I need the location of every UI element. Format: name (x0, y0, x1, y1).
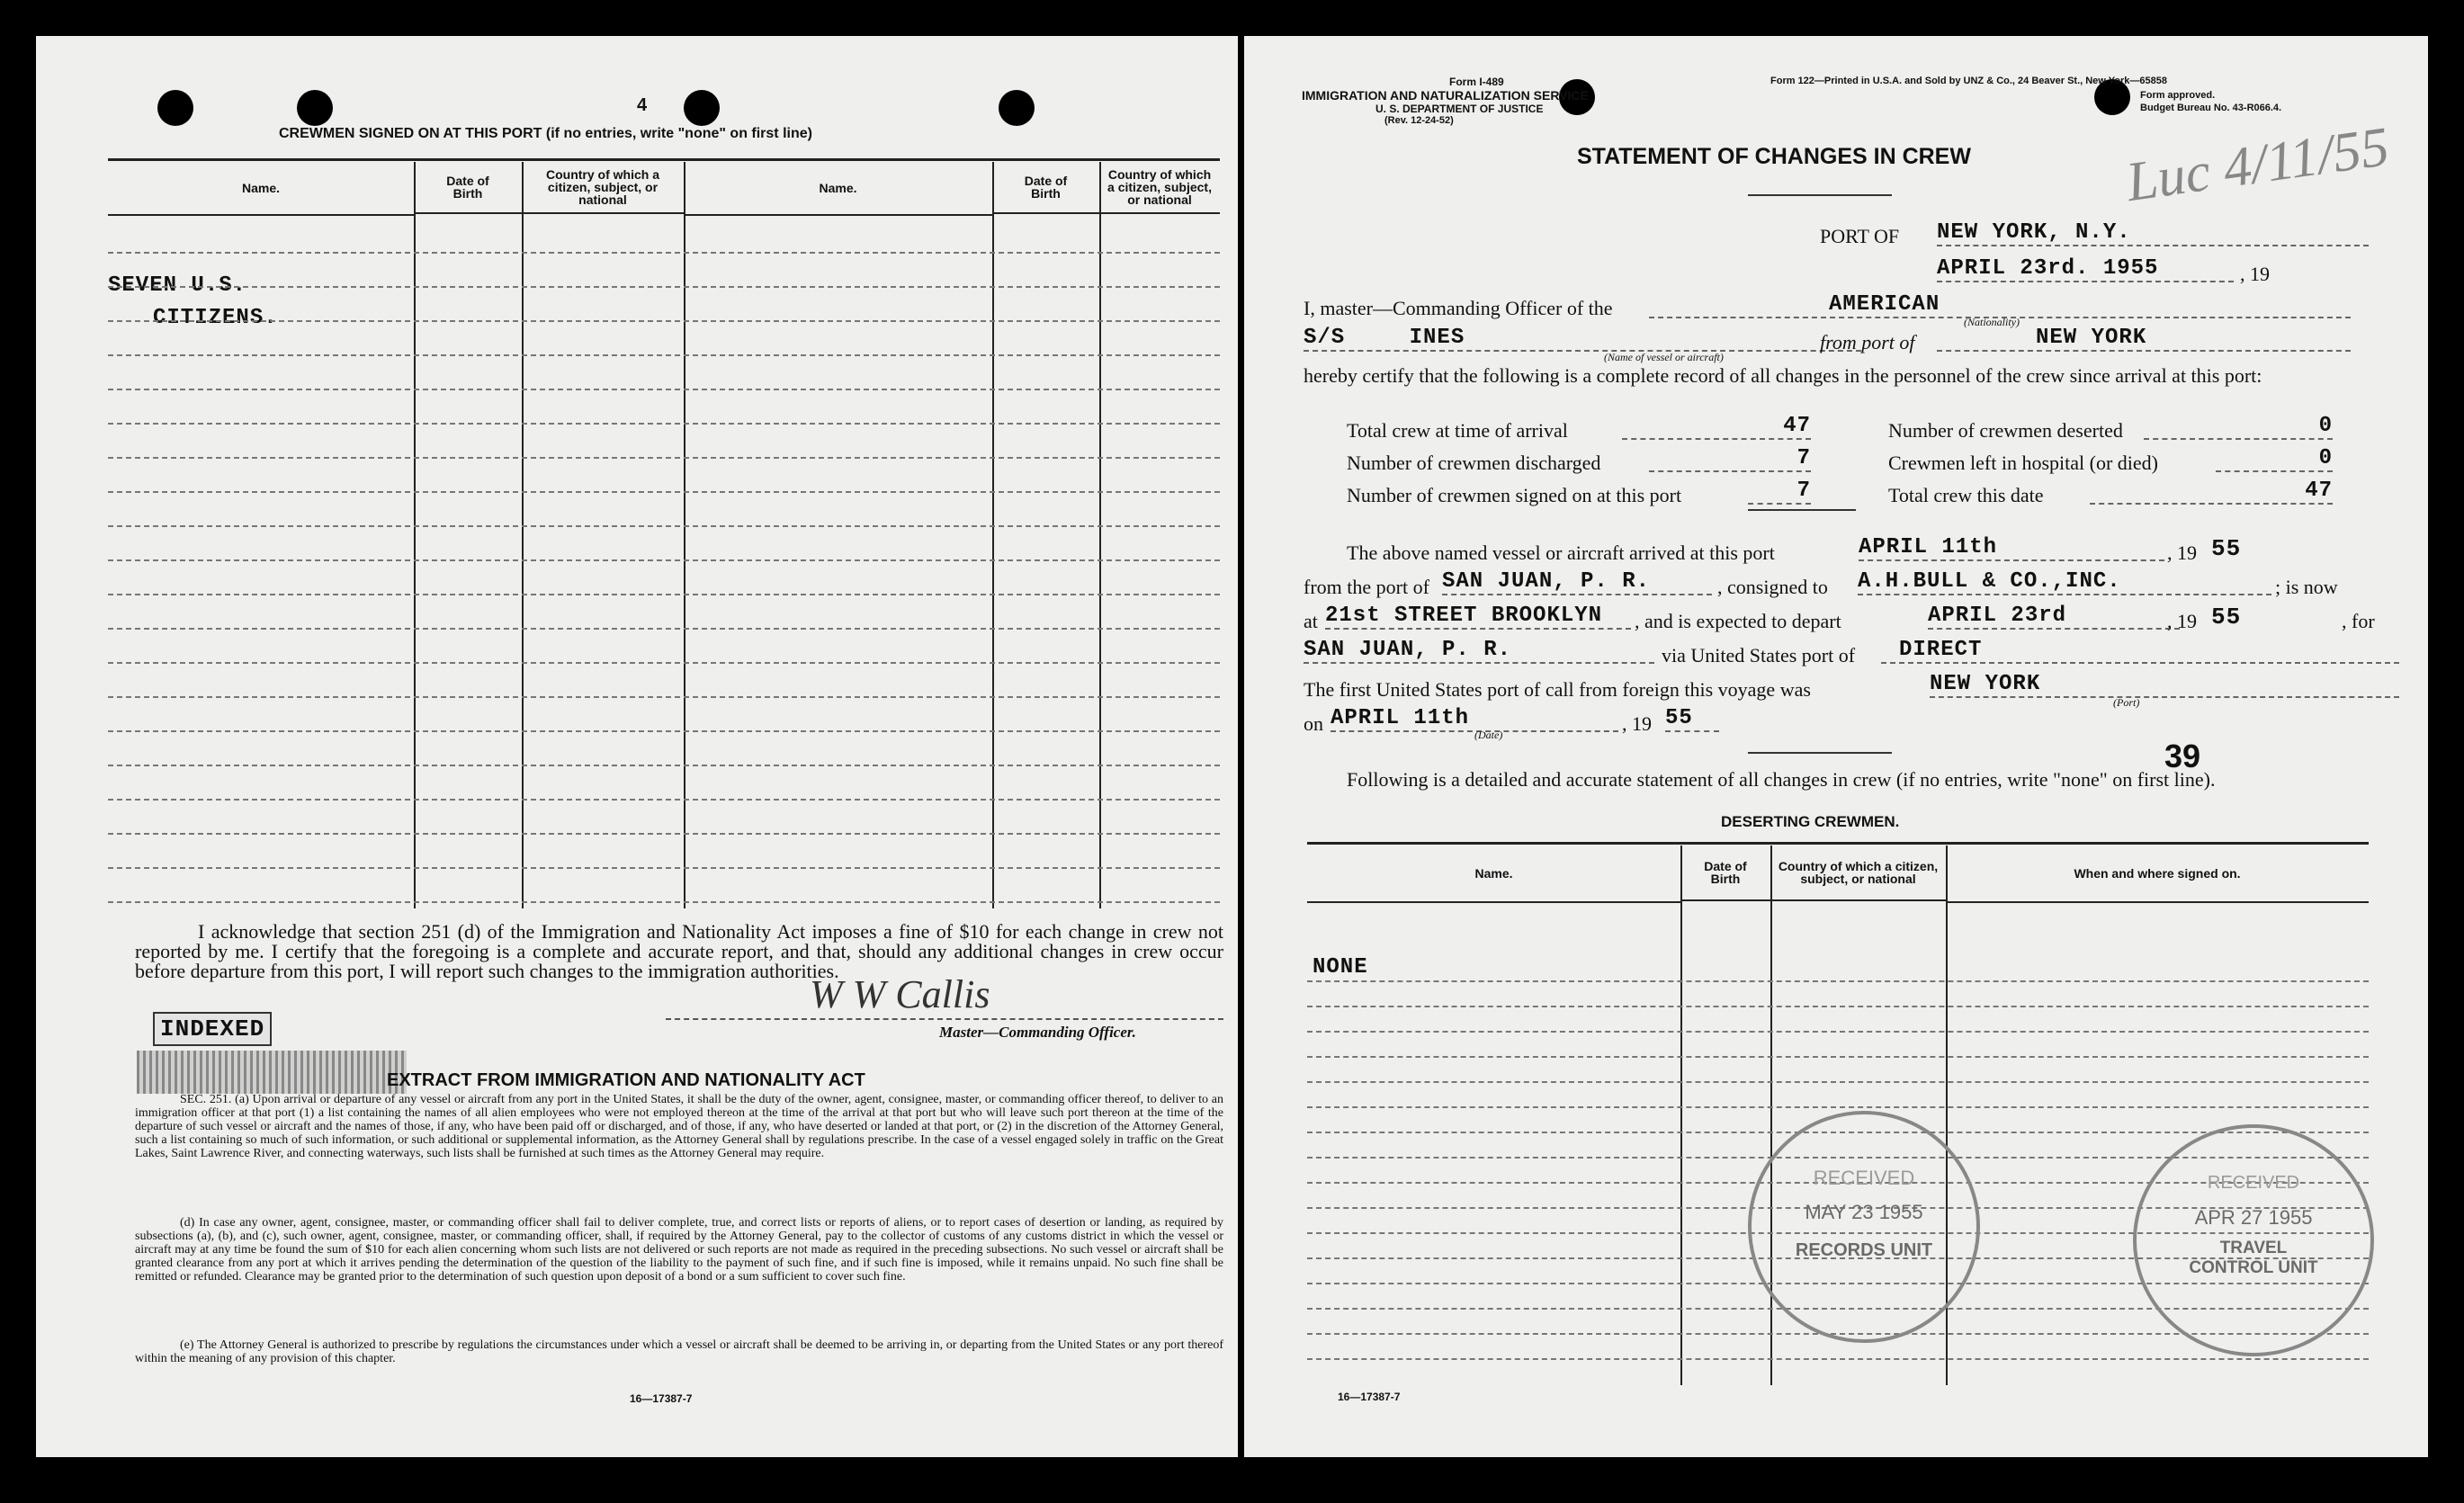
column-header: Country of which a citizen, subject, or national (1099, 162, 1220, 214)
arrival-text: The first United States port of call from foreign this voyage was (1304, 678, 1811, 701)
stat-value: 0 (2144, 414, 2333, 440)
budget-note: Budget Bureau No. 43-R066.4. (2140, 103, 2282, 113)
date-value: APRIL 23rd. 1955 (1937, 256, 2234, 282)
master-signature: W W Callis (810, 972, 990, 1016)
stat-value: 47 (1622, 414, 1811, 440)
depart-year: 55 (2211, 604, 2242, 631)
stat-label: Crewmen left in hospital (or died) (1888, 452, 2158, 474)
stat-value: 7 (1649, 446, 1811, 472)
year-suffix: , 19 (2240, 263, 2270, 285)
vessel-value: S/S INES (1304, 326, 1861, 352)
consignee-value: A.H.BULL & CO.,INC. (1858, 569, 2271, 595)
records-unit-stamp (1748, 1111, 1980, 1343)
port-label: PORT OF (1820, 225, 1900, 247)
footer-code: 16—17387-7 (1338, 1391, 1401, 1403)
table-row: SEVEN U.S. (108, 273, 247, 298)
arrival-text: The above named vessel or aircraft arrived at this port (1347, 541, 1775, 564)
certify-text: hereby certify that the following is a complete record of all changes in the personnel of the crew since arrival at this port: (1304, 364, 2262, 387)
port-caption: (Port) (2113, 696, 2140, 709)
stamp-bottom: TRAVEL CONTROL UNIT (2189, 1239, 2318, 1277)
punch-hole (999, 90, 1035, 126)
from-port-value: NEW YORK (1937, 326, 2351, 352)
arrival-text: ; is now (2275, 576, 2338, 598)
nationality-caption: (Nationality) (1964, 316, 2020, 328)
following-text: Following is a detailed and accurate statement of all changes in crew (if no entries, write "none" on first line). (1347, 768, 2216, 791)
printer-note: Form 122—Printed in U.S.A. and Sold by UNZ & Co., 24 Beaver St., New York—65858 (1770, 76, 2167, 86)
table-top-rule (1307, 842, 2369, 845)
arrival-text: from the port of (1304, 576, 1429, 598)
handwritten-note: Luc 4/11/55 (2122, 115, 2393, 214)
ink-smudge (137, 1051, 407, 1094)
indexed-stamp: INDEXED (153, 1012, 272, 1046)
form-title: STATEMENT OF CHANGES IN CREW (1577, 144, 1971, 169)
arrived-value: APRIL 11th (1859, 535, 2164, 561)
stamp-top: RECEIVED (1813, 1167, 1915, 1189)
signature-line (666, 1018, 1223, 1020)
extract-paragraph: (d) In case any owner, agent, consignee, master, or commanding officer shall fail to deliver complete, true, and correct lists or reports of aliens, or to report cases of desertion or landing, as required by subsections (a), (b), and (c), such owner, agent, consignee, master, or commanding officer, shall, if required by the Attorney General, pay to the collector of customs of any customs district in which the vessel or aircraft may at any time be found the sum of $10 for each alien concerning whom such lists are not delivered or such reports are not made as required in the preceding subsections. No such vessel or aircraft shall be granted clearance from any port at which it arrives pending the determination of the question of the liability to the payment of such fine, and if such fine is imposed, while it remains unpaid. No such fine shall be remitted or refunded. Clearance may be granted prior to the determination of such question upon deposit of a bond or a sum sufficient to cover such fine. (135, 1216, 1223, 1284)
location-value: 21st STREET BROOKLYN (1325, 604, 1631, 630)
column-header: Name. (1307, 845, 1680, 903)
nationality-value: AMERICAN (1649, 292, 2351, 318)
arrival-text: on (1304, 712, 1323, 735)
stamp-date: MAY 23 1955 (1805, 1201, 1923, 1223)
agency-name: IMMIGRATION AND NATURALIZATION SERVICE (1302, 88, 1589, 103)
stamp-bottom: RECORDS UNIT (1795, 1240, 1933, 1260)
arrival-text: , for (2342, 610, 2375, 632)
approval-note: Form approved. (2140, 90, 2216, 101)
travel-control-stamp (2133, 1124, 2374, 1356)
stat-value: 47 (2090, 479, 2333, 505)
port-value: NEW YORK, N.Y. (1937, 220, 2369, 246)
column-header: Date of Birth (414, 162, 522, 214)
signature-label: Master—Commanding Officer. (939, 1024, 1136, 1041)
crewmen-signed-on-table (108, 162, 1220, 908)
from-port-label: from port of (1820, 331, 1915, 353)
first-date-year: 55 (1665, 706, 1719, 732)
punch-hole (297, 90, 333, 126)
extract-title: EXTRACT FROM IMMIGRATION AND NATIONALITY ACT (387, 1070, 865, 1090)
handwritten-number: 39 (2164, 738, 2201, 774)
stat-value: 0 (2216, 446, 2333, 472)
vessel-caption: (Name of vessel or aircraft) (1604, 351, 1724, 363)
column-header: Name. (108, 162, 414, 216)
table-row: NONE (1313, 955, 1368, 980)
table-top-rule (108, 158, 1220, 161)
deserting-title: DESERTING CREWMEN. (1721, 813, 1900, 830)
column-header: Name. (684, 162, 992, 216)
stat-label: Total crew at time of arrival (1347, 419, 1568, 442)
extract-paragraph: SEC. 251. (a) Upon arrival or departure of any vessel or aircraft from any port in the United States, it shall be the duty of the owner, agent, consignee, master, or commanding officer thereof, to deliver to an immigration officer at that port (1) a list containing the names of all alien employees who were not employed thereon at the time of the arrival at that port but who will leave such port thereon at the time of the departure of such vessel or aircraft and the names of those, if any, who have been paid off or discharged, and of those, if any, who have deserted or landed at that port, or (2) in the discretion of the Attorney General, such a list containing so much of such information, or such additional or supplemental information, as the Attorney General shall by regulations prescribe. In the case of a vessel engaged solely in traffic on the Great Lakes, Saint Lawrence River, and connecting waterways, such lists shall be furnished at such times as the Attorney General may require. (135, 1093, 1223, 1160)
arrival-text: , consigned to (1717, 576, 1828, 598)
column-header: Country of which a citizen, subject, or national (522, 162, 684, 214)
stat-label: Number of crewmen discharged (1347, 452, 1601, 474)
form-number: Form I-489 (1449, 76, 1504, 88)
from-port-arrival-value: SAN JUAN, P. R. (1442, 569, 1712, 595)
column-header: When and where signed on. (1946, 845, 2369, 903)
master-label: I, master—Commanding Officer of the (1304, 297, 1613, 319)
arrival-rule (1748, 752, 1892, 754)
punch-hole (157, 90, 193, 126)
table-title: CREWMEN SIGNED ON AT THIS PORT (if no entries, write "none" on first line) (279, 126, 812, 141)
acknowledgment-text: I acknowledge that section 251 (d) of the Immigration and Nationality Act imposes a fine of $10 for each change in crew not reported by me. I certify that the foregoing is a complete and accurate report, and that, should any additional changes in crew occur before departure from this port, I will report such changes to the immigration authorities. (135, 920, 1223, 982)
table-row: CITIZENS. (153, 306, 278, 330)
form-revision: (Rev. 12-24-52) (1384, 115, 1454, 126)
stat-label: Number of crewmen deserted (1888, 419, 2123, 442)
title-rule (1748, 194, 1892, 196)
column-header: Date of Birth (992, 162, 1099, 214)
arrived-year: 55 (2211, 535, 2242, 562)
first-date-value: APRIL 11th (1331, 706, 1618, 732)
extract-paragraph: (e) The Attorney General is authorized to prescribe by regulations the circumstances under which a vessel or aircraft shall be deemed to be arriving in, or departing from the United States or any port thereof within the meaning of any provision of this chapter. (135, 1338, 1223, 1365)
arrival-text: , and is expected to depart (1635, 610, 1841, 632)
via-port-value: DIRECT (1881, 638, 2399, 664)
stat-label: Total crew this date (1888, 484, 2044, 506)
arrival-text: via United States port of (1662, 644, 1856, 667)
arrival-text: at (1304, 610, 1318, 632)
left-page (36, 36, 1238, 1457)
column-header: Country of which a citizen, subject, or national (1770, 845, 1946, 901)
arrival-text: , 19 (2167, 610, 2197, 632)
stat-value: 7 (1748, 479, 1811, 505)
date-caption: (Date) (1474, 729, 1503, 741)
stamp-top: RECEIVED (2207, 1173, 2300, 1193)
right-page (1244, 36, 2428, 1457)
footer-code: 16—17387-7 (630, 1392, 693, 1405)
first-port-value: NEW YORK (1930, 672, 2399, 698)
depart-value: APRIL 23rd (1928, 604, 2180, 630)
column-header: Date of Birth (1680, 845, 1770, 901)
stamp-date: APR 27 1955 (2194, 1206, 2313, 1229)
stats-rule (1748, 509, 1856, 511)
stat-label: Number of crewmen signed on at this port (1347, 484, 1682, 506)
arrival-text: , 19 (1622, 712, 1652, 735)
punch-hole (684, 90, 720, 126)
page-number: 4 (637, 95, 648, 115)
arrival-text: , 19 (2167, 541, 2197, 564)
department-name: U. S. DEPARTMENT OF JUSTICE (1375, 103, 1544, 115)
destination-value: SAN JUAN, P. R. (1304, 638, 1654, 664)
